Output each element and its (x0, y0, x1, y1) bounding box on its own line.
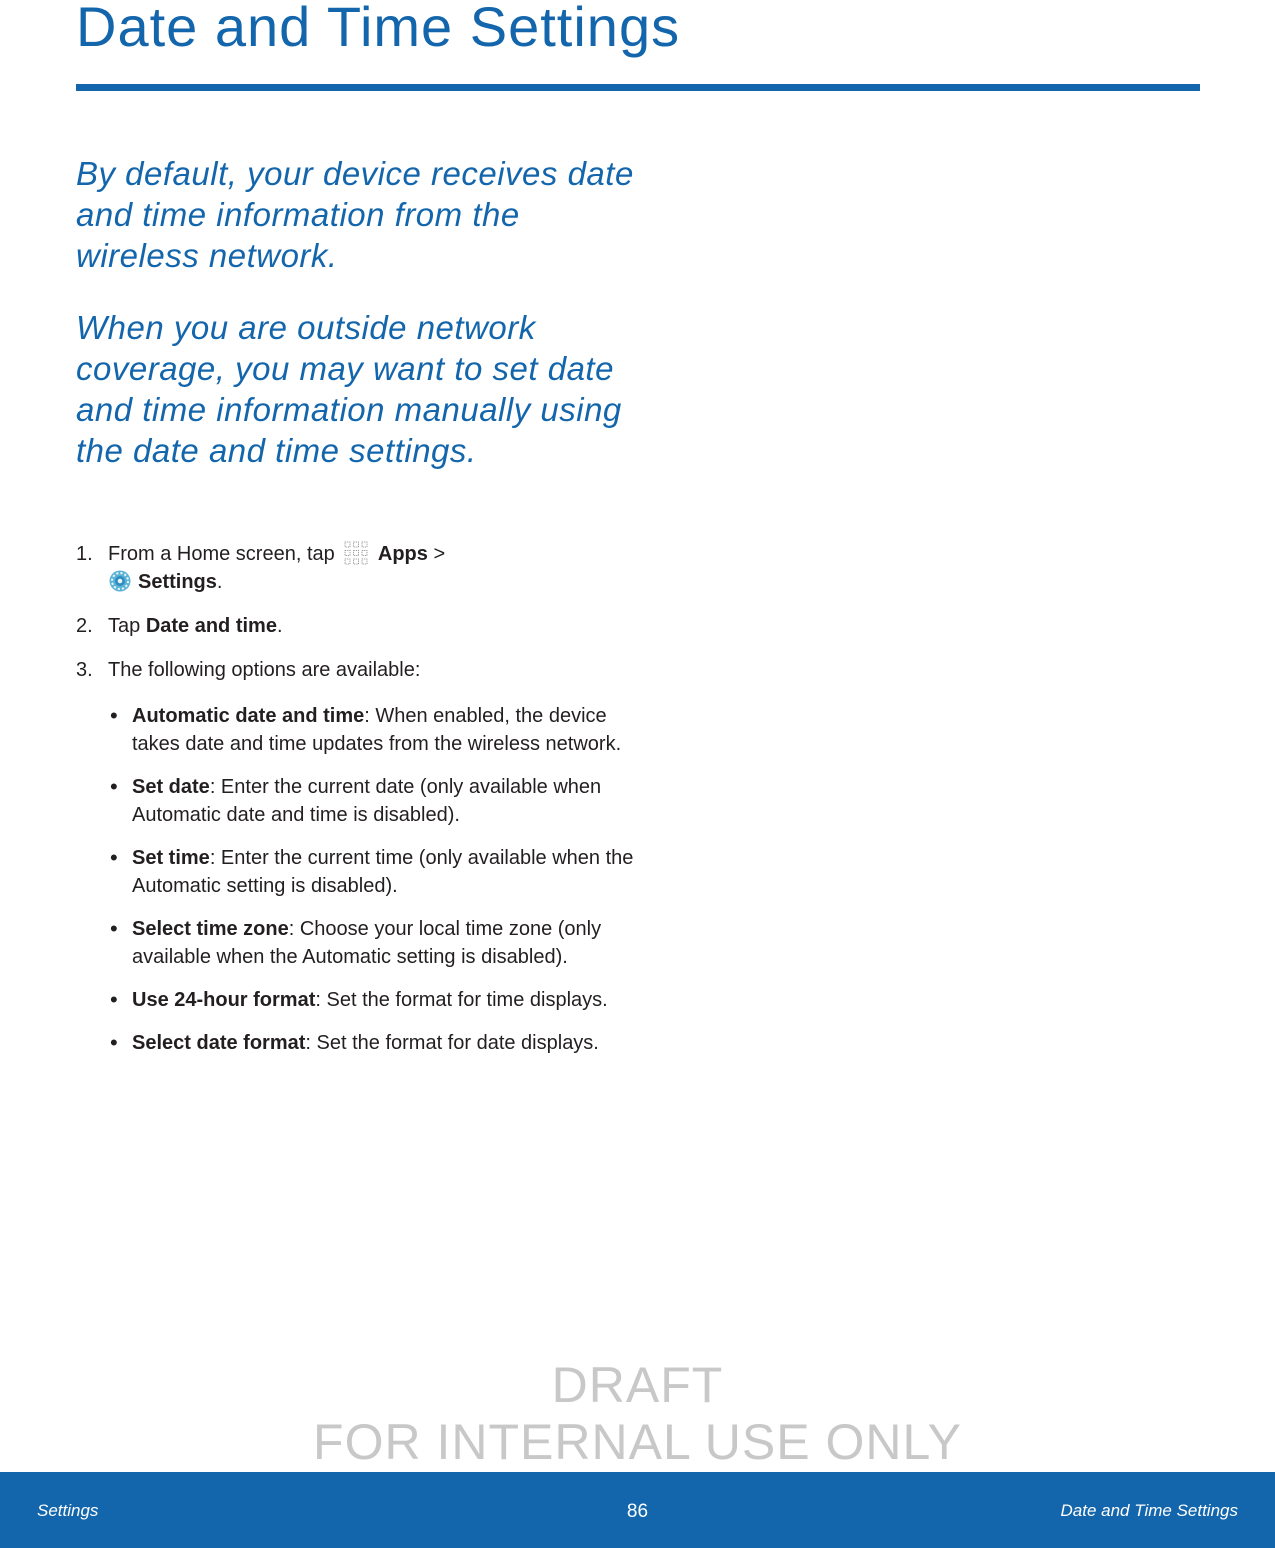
bullet-dot: • (110, 845, 118, 870)
apps-grid-icon (344, 541, 368, 565)
internal-use-watermark: FOR INTERNAL USE ONLY (313, 1414, 962, 1470)
settings-gear-icon (108, 569, 132, 593)
list-item (110, 986, 636, 1014)
step-text: Tap (108, 615, 141, 637)
step-3 (76, 656, 636, 1057)
option-description: : Set the format for time displays. (315, 989, 608, 1011)
list-item (110, 844, 636, 900)
title-divider (76, 84, 1200, 91)
step-2 (76, 612, 636, 640)
bullet-dot: • (110, 774, 118, 799)
step-number: 3. (76, 659, 93, 681)
list-item (110, 702, 636, 758)
step-end: . (216, 571, 223, 593)
step-text: The following options are available: (108, 659, 421, 681)
steps-list (76, 540, 636, 1073)
list-item (110, 1029, 636, 1057)
option-description: : Choose your local time zone (only available when the Automatic setting is disabled). (132, 918, 602, 968)
step-number: 1. (76, 543, 93, 565)
option-description: : Enter the current time (only available when the Automatic setting is disabled). (132, 847, 634, 897)
step-end: . (276, 615, 283, 637)
page-footer (0, 1472, 1275, 1548)
option-name: Use 24-hour format (132, 989, 316, 1011)
list-item (110, 773, 636, 829)
option-description: : When enabled, the device takes date and time updates from the wireless network. (132, 705, 622, 755)
options-list (108, 702, 636, 1057)
intro-paragraph-2: When you are outside network coverage, you may want to set date and time information manually using the date and time settings. (76, 309, 622, 469)
draft-watermark: DRAFT (551, 1357, 724, 1413)
option-description: : Set the format for date displays. (305, 1032, 599, 1054)
bullet-dot: • (110, 916, 118, 941)
intro-paragraph-1: By default, your device receives date and time information from the wireless network. (76, 155, 634, 274)
footer-chapter: Date and Time Settings (1060, 1501, 1238, 1520)
step-separator: > (433, 543, 446, 565)
footer-section: Settings (37, 1501, 99, 1520)
option-name: Automatic date and time (132, 705, 365, 727)
bullet-dot: • (110, 1030, 118, 1055)
list-item (110, 915, 636, 971)
option-name: Set time (132, 847, 210, 869)
page-title: Date and Time Settings (76, 0, 681, 58)
step-text: From a Home screen, tap (108, 543, 335, 565)
option-name: Select time zone (132, 918, 289, 940)
option-name: Select date format (132, 1032, 306, 1054)
step-1 (76, 540, 636, 596)
date-and-time-label: Date and time (145, 615, 277, 637)
option-description: : Enter the current date (only available when Automatic date and time is disabled). (132, 776, 602, 826)
option-name: Set date (132, 776, 210, 798)
step-number: 2. (76, 615, 93, 637)
bullet-dot: • (110, 703, 118, 728)
apps-label: Apps (377, 543, 428, 565)
settings-label: Settings (138, 571, 217, 593)
bullet-dot: • (110, 987, 118, 1012)
page-number: 86 (626, 1501, 649, 1522)
